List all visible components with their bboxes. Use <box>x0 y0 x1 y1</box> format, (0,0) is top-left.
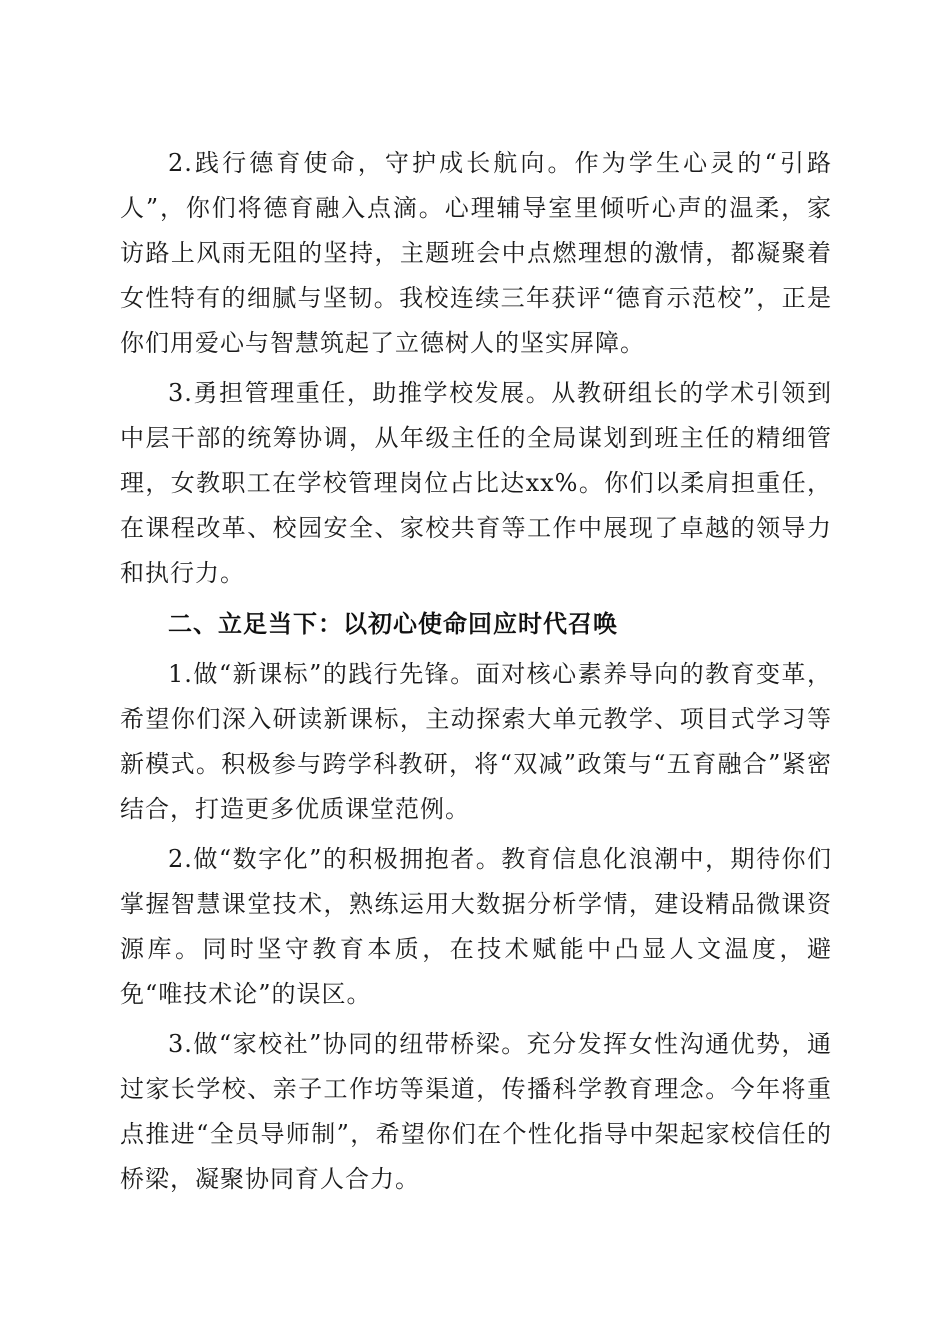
document-body <box>120 141 832 1202</box>
paragraph-moral-education: 2.践行德育使命，守护成长航向。作为学生心灵的“引路人”，你们将德育融入点滴。心理辅导室里倾听心声的温柔，家访路上风雨无阻的坚持，主题班会中点燃理想的激情，都凝聚着女性特有的细腻与坚韧。我校连续三年获评“德育示范校”，正是你们用爱心与智慧筑起了立德树人的坚实屏障。 <box>120 149 832 357</box>
paragraph-new-curriculum: 1.做“新课标”的践行先锋。面对核心素养导向的教育变革，希望你们深入研读新课标，主动探索大单元教学、项目式学习等新模式。积极参与跨学科教研，将“双减”政策与“五育融合”紧密结合，打造更多优质课堂范例。 <box>120 660 832 823</box>
paragraph-digitalization: 2.做“数字化”的积极拥抱者。教育信息化浪潮中，期待你们掌握智慧课堂技术，熟练运用大数据分析学情，建设精品微课资源库。同时坚守教育本质，在技术赋能中凸显人文温度，避免“唯技术论”的误区。 <box>120 845 832 1008</box>
paragraph-management: 3.勇担管理重任，助推学校发展。从教研组长的学术引领到中层干部的统筹协调，从年级主任的全局谋划到班主任的精细管理，女教职工在学校管理岗位占比达xx%。你们以柔肩担重任，在课程改革、校园安全、家校共育等工作中展现了卓越的领导力和执行力。 <box>120 379 832 587</box>
paragraph-home-school: 3.做“家校社”协同的纽带桥梁。充分发挥女性沟通优势，通过家长学校、亲子工作坊等渠道，传播科学教育理念。今年将重点推进“全员导师制”，希望你们在个性化指导中架起家校信任的桥梁，凝聚协同育人合力。 <box>120 1030 832 1193</box>
section-heading: 二、立足当下：以初心使命回应时代召唤 <box>168 610 618 638</box>
